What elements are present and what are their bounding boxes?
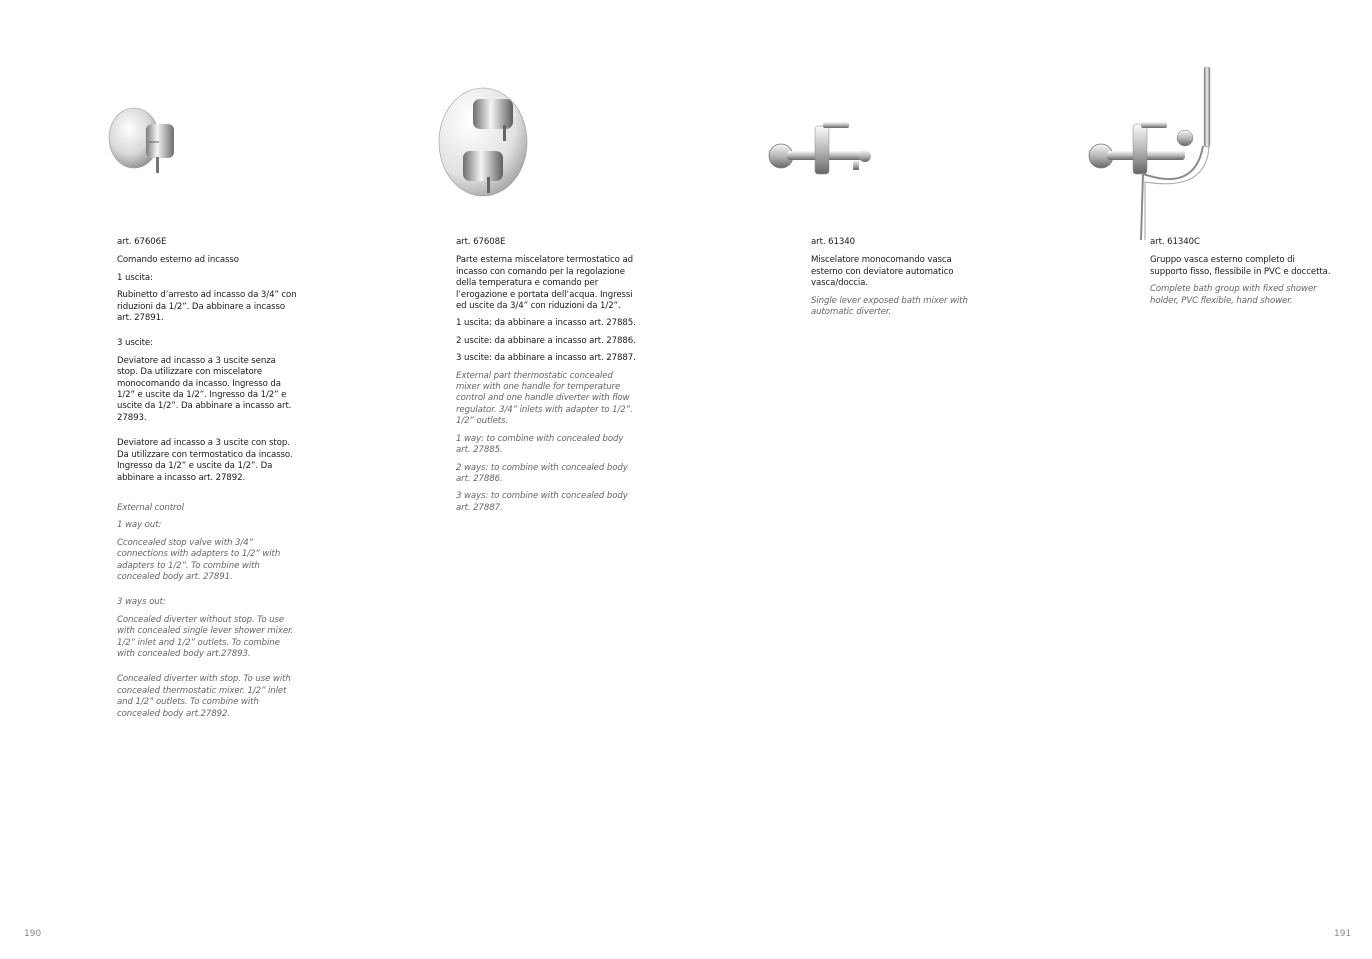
it-way3-text-b: Deviatore ad incasso a 3 uscite con stop. Da utilizzare con termostatico da incasso. Ingresso da 1/2” e uscite da 1/2”. Da abbinare a incasso art. 27892. [117,438,293,483]
en-description: Complete bath group with fixed shower holder, PVC flexible, hand shower. [1150,284,1317,306]
en-description: External part thermostatic concealed mixer with one handle for temperature control and one handle diverter with flow regulator. 3/4” inlets with adapter to 1/2”. 1/2” outlets. [456,370,633,427]
it-way1-text: Rubinetto d’arresto ad incasso da 3/4” con riduzioni da 1/2”. Da abbinare a incasso art. 27891. [117,290,297,324]
product-block-67606e [117,237,297,720]
en-description: Single lever exposed bath mixer with automatic diverter. [811,295,968,318]
en-way3-text-b: Concealed diverter with stop. To use with concealed thermostatic mixer. 1/2” inlet and 1/2” outlets. To combine with concealed body art.27892. [117,674,291,719]
en-way1-text: Cconcealed stop valve with 3/4” connections with adapters to 1/2” with adapters to 1/2”. To combine with concealed body art. 27891. [117,537,281,582]
en-title: External control [117,502,184,513]
article-number: art. 67608E [456,237,506,247]
it-description: Miscelatore monocomando vasca esterno con deviatore automatico vasca/doccia. [811,255,954,289]
product-block-67608e [456,237,636,514]
product-image-61340c [1085,62,1220,242]
it-description: Gruppo vasca esterno completo di supporto fisso, flessibile in PVC e doccetta. [1150,255,1331,277]
product-title: Comando esterno ad incasso [117,255,239,266]
article-number: art. 61340 [811,237,855,247]
en-way3: 3 ways: to combine with concealed body art. 27887. [456,491,628,513]
article-number: art. 61340C [1150,237,1200,247]
article-number: art. 67606E [117,237,167,247]
en-way1-label: 1 way out: [117,520,162,531]
it-way3-label: 3 uscite: [117,338,153,349]
it-description: Parte esterna miscelatore termostatico ad incasso con comando per la regolazione della temperatura e comando per l’erogazione e portata dell’acqua. Ingressi ed uscite da 3/4” con riduzioni da 1/2”. [456,255,633,312]
page-number-left: 190 [24,929,42,939]
product-image-61340 [767,118,875,180]
it-way3-text-a: Deviatore ad incasso a 3 uscite senza stop. Da utilizzare con miscelatore monocomando da incasso. Ingresso da 1/2” e uscite da 1/2”. Ingresso da 1/2” e uscite da 1/2”. Da abbinare a incasso art. 27893. [117,355,292,423]
it-way1-label: 1 uscita: [117,272,153,283]
en-way3-label: 3 ways out: [117,597,166,608]
it-way2: 2 uscite: da abbinare a incasso art. 27886. [456,335,636,346]
product-block-61340c [1150,237,1332,307]
en-way2: 2 ways: to combine with concealed body art. 27886. [456,462,628,484]
it-way1: 1 uscita: da abbinare a incasso art. 27885. [456,318,636,329]
en-way3-text-a: Concealed diverter without stop. To use with concealed single lever shower mixer. 1/2” inlet and 1/2” outlets. To combine with concealed body art.27893. [117,614,294,659]
page-number-right: 191 [1334,929,1352,939]
en-way1: 1 way: to combine with concealed body art. 27885. [456,433,624,456]
product-image-67606e [104,102,184,180]
it-way3: 3 uscite: da abbinare a incasso art. 27887. [456,353,636,364]
product-block-61340 [811,237,983,318]
product-image-67608e [437,87,532,199]
